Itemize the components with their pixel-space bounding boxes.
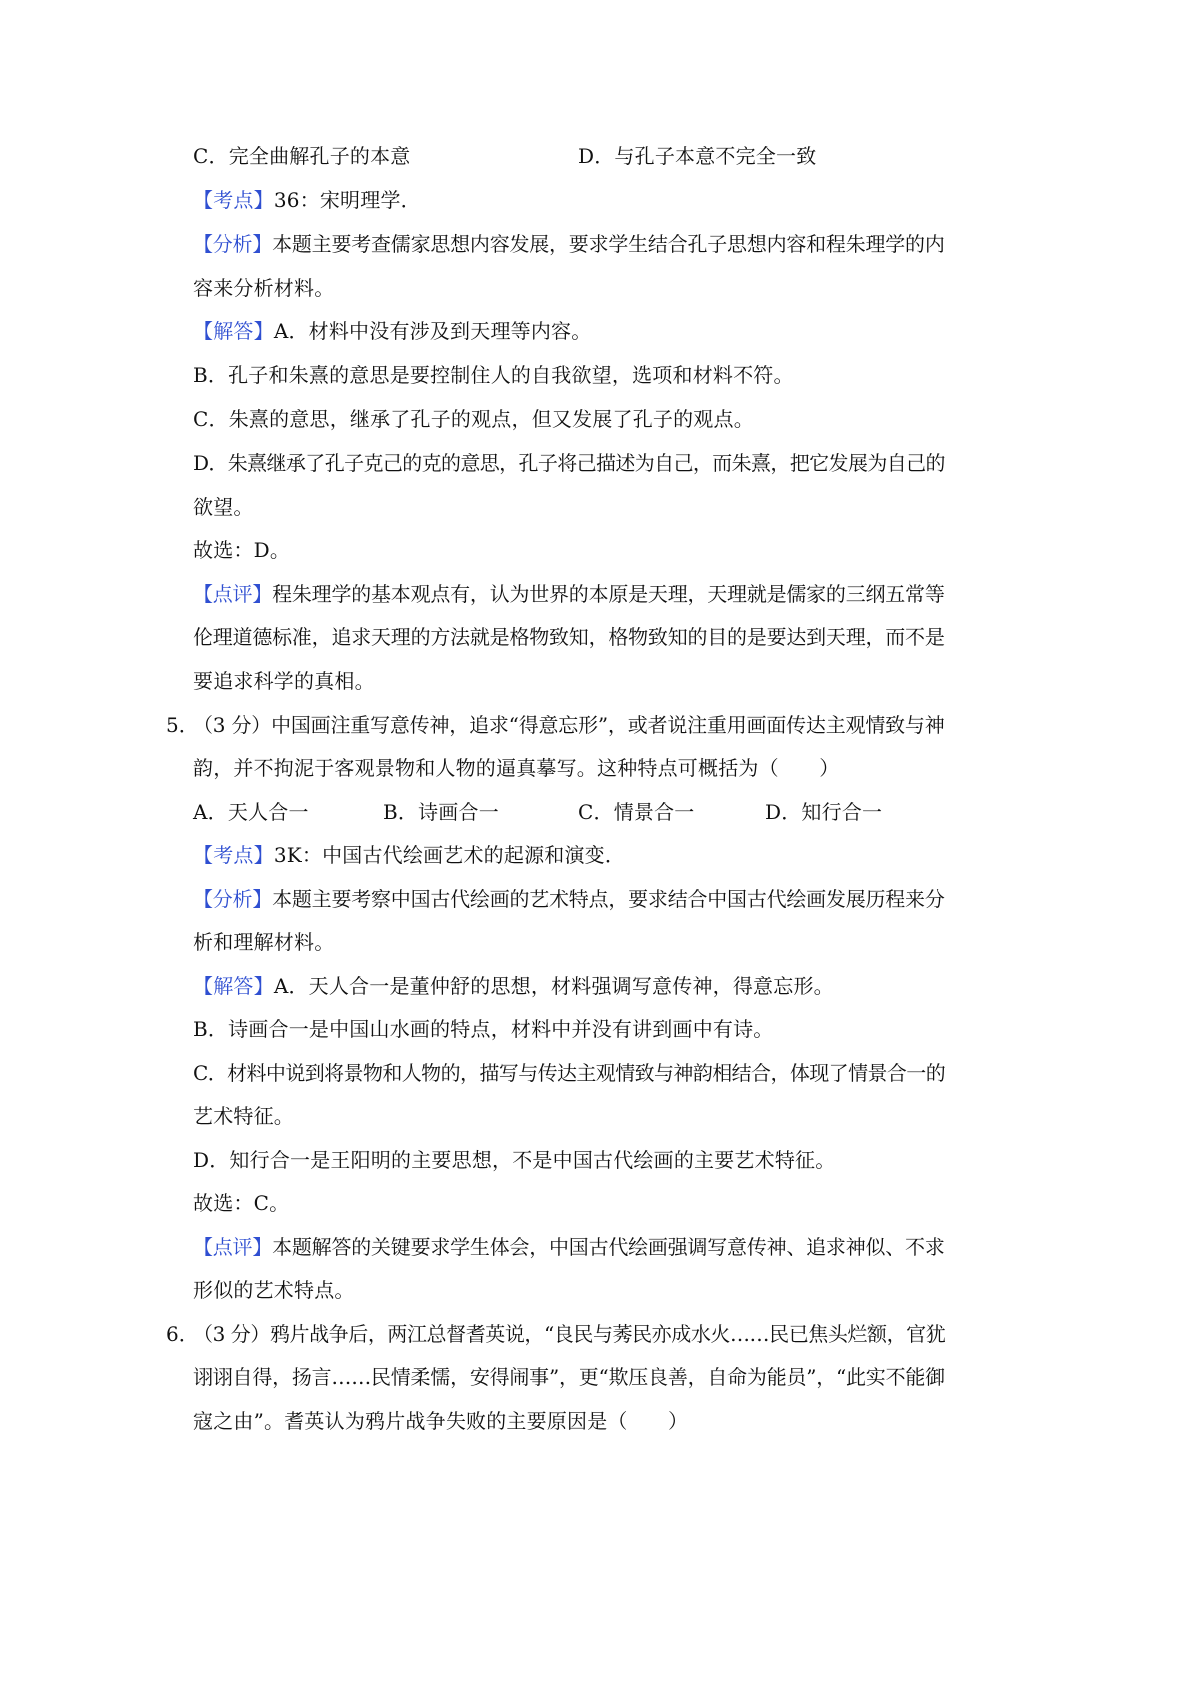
jieda-text: A．天人合一是董仲舒的思想，材料强调写意传神，得意忘形。 — [273, 974, 834, 998]
q4-kaodian — [193, 187, 421, 213]
q5-option-c: C．情景合一 — [578, 800, 695, 824]
q5-dianping-line2: 形似的艺术特点。 — [193, 1278, 355, 1302]
q4-jieda-a — [193, 318, 591, 344]
q5-answer: 故选：C。 — [193, 1191, 290, 1215]
q5-jieda-c-line2: 艺术特征。 — [193, 1104, 294, 1128]
q5-kaodian — [193, 842, 625, 868]
q5-jieda-c-line1: C．材料中说到将景物和人物的，描写与传达主观情致与神韵相结合，体现了情景合一的 — [193, 1061, 946, 1085]
q4-fenxi-line1 — [193, 231, 945, 257]
q5-jieda-a — [193, 973, 834, 999]
fenxi-text: 本题主要考查儒家思想内容发展，要求学生结合孔子思想内容和程朱理学的内 — [272, 232, 945, 256]
dianping-tag: 【点评】 — [193, 1235, 273, 1259]
q4-dianping-line1 — [193, 581, 945, 607]
q4-fenxi-line2: 容来分析材料。 — [193, 276, 335, 300]
dianping-text: 本题解答的关键要求学生体会，中国古代绘画强调写意传神、追求神似、不求 — [272, 1235, 945, 1259]
q5-jieda-b: B．诗画合一是中国山水画的特点，材料中并没有讲到画中有诗。 — [193, 1017, 774, 1041]
q5-stem-line1: （3 分）中国画注重写意传神，追求“得意忘形”，或者说注重用画面传达主观情致与神 — [193, 713, 945, 737]
q4-option-d: D．与孔子本意不完全一致 — [578, 144, 817, 168]
q5-option-a: A．天人合一 — [193, 800, 309, 824]
q6-number: 6． — [166, 1322, 199, 1346]
kaodian-text: 36：宋明理学． — [273, 188, 421, 212]
kaodian-text: 3K：中国古代绘画艺术的起源和演变． — [273, 843, 626, 867]
fenxi-tag: 【分析】 — [193, 232, 273, 256]
q5-dianping-line1 — [193, 1234, 945, 1260]
q6-stem-line2: 诩诩自得，扬言……民情柔懦，安得闹事”，更“欺压良善，自命为能员”，“此实不能御 — [193, 1365, 945, 1389]
q6-stem-line3: 寇之由”。耆英认为鸦片战争失败的主要原因是（ ） — [193, 1409, 689, 1433]
q4-dianping-line2: 伦理道德标准，追求天理的方法就是格物致知，格物致知的目的是要达到天理，而不是 — [193, 625, 945, 649]
fenxi-text: 本题主要考察中国古代绘画的艺术特点，要求结合中国古代绘画发展历程来分 — [272, 887, 945, 911]
q5-option-b: B．诗画合一 — [383, 800, 499, 824]
q4-option-c: C．完全曲解孔子的本意 — [193, 144, 411, 168]
q4-jieda-d-line1: D．朱熹继承了孔子克己的克的意思，孔子将己描述为自己，而朱熹，把它发展为自己的 — [193, 451, 945, 475]
q4-jieda-c: C．朱熹的意思，继承了孔子的观点，但又发展了孔子的观点。 — [193, 407, 754, 431]
q5-jieda-d: D．知行合一是王阳明的主要思想，不是中国古代绘画的主要艺术特征。 — [193, 1148, 836, 1172]
kaodian-tag: 【考点】 — [193, 843, 274, 867]
q4-jieda-d-line2: 欲望。 — [193, 495, 254, 519]
q4-dianping-line3: 要追求科学的真相。 — [193, 669, 375, 693]
dianping-text: 程朱理学的基本观点有，认为世界的本原是天理，天理就是儒家的三纲五常等 — [272, 582, 945, 606]
fenxi-tag: 【分析】 — [193, 887, 273, 911]
q5-stem-line2: 韵，并不拘泥于客观景物和人物的逼真摹写。这种特点可概括为（ ） — [193, 756, 840, 780]
dianping-tag: 【点评】 — [193, 582, 273, 606]
q5-option-d: D．知行合一 — [765, 800, 883, 824]
q5-fenxi-line1 — [193, 886, 945, 912]
q6-stem-line1: （3 分）鸦片战争后，两江总督耆英说，“良民与莠民亦成水火……民已焦头烂额，官犹 — [193, 1322, 946, 1346]
q4-answer: 故选：D。 — [193, 538, 291, 562]
q5-number: 5． — [166, 713, 199, 737]
jieda-tag: 【解答】 — [193, 974, 274, 998]
kaodian-tag: 【考点】 — [193, 188, 274, 212]
q4-jieda-b: B．孔子和朱熹的意思是要控制住人的自我欲望，选项和材料不符。 — [193, 363, 794, 387]
q5-fenxi-line2: 析和理解材料。 — [193, 930, 335, 954]
jieda-tag: 【解答】 — [193, 319, 274, 343]
jieda-text: A．材料中没有涉及到天理等内容。 — [273, 319, 592, 343]
